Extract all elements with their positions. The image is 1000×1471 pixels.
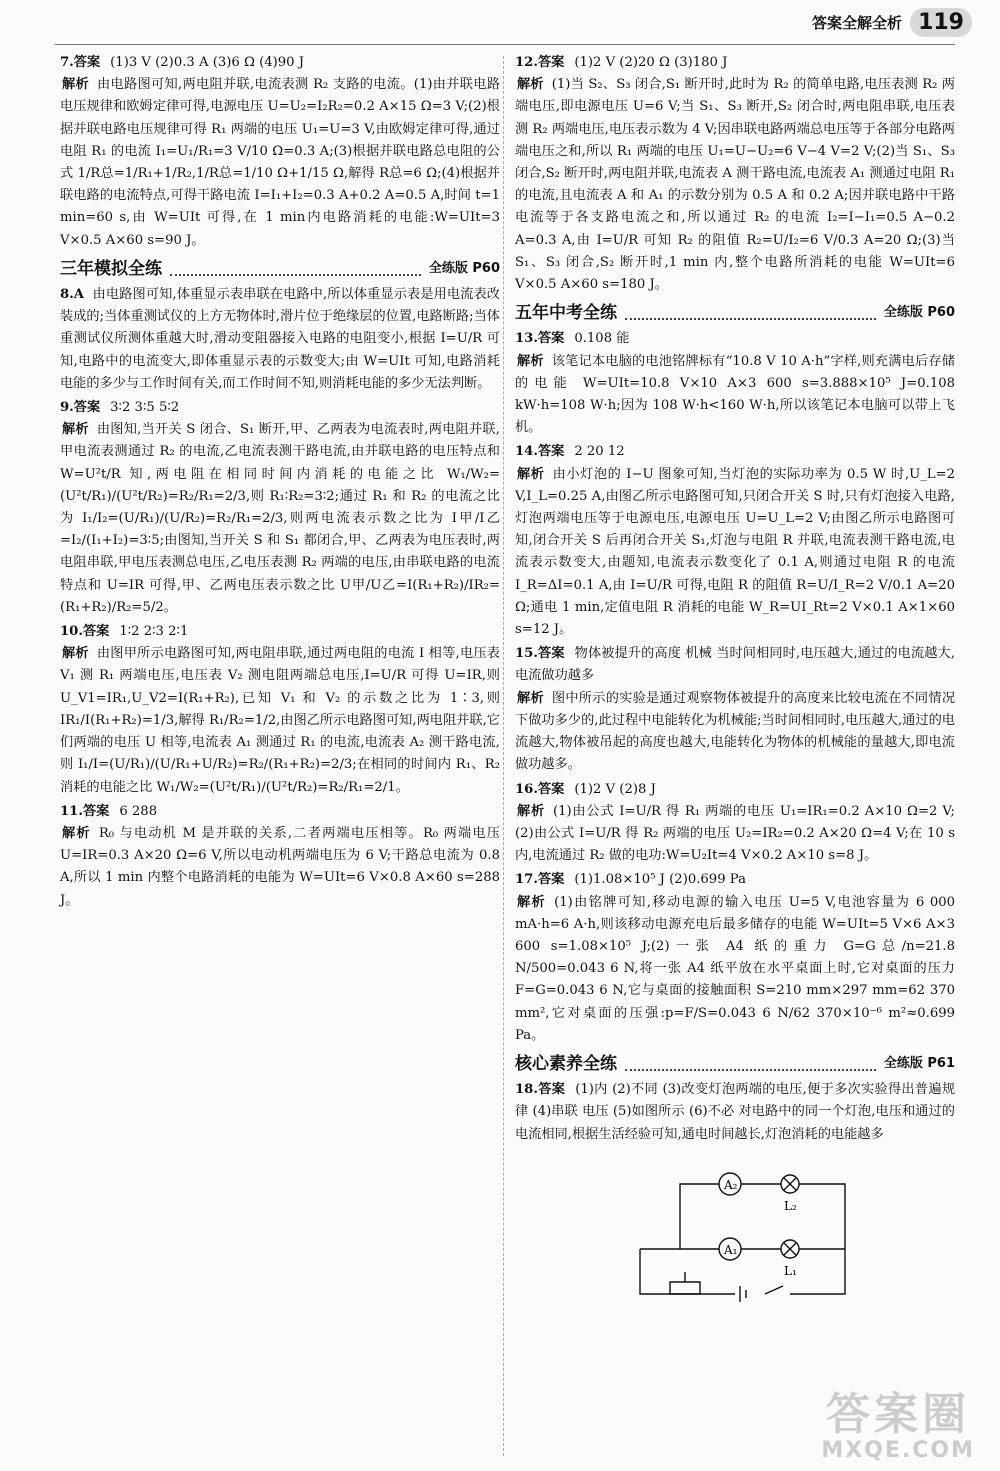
left-column <box>60 52 500 914</box>
q17-answer: (1)1.08×10⁵ J (2)0.699 Pa <box>574 872 746 888</box>
page-header <box>812 8 972 37</box>
circuit-rheostat <box>670 1272 700 1294</box>
q8-analysis: 由电路图可知,体重显示表串联在电路中,所以体重显示表是用电流表改装成的;当体重测试仪的上方无物体时,滑片位于绝缘层的位置,电路断路;当体重测试仪所测体重越大时,滑动变阻器接入电路的电阻变小,根据 I=U/R 可知,电路中的电流变大,即体重显示表的示数变大;由 W=UIt 可知,电路消耗电能的多少与工作时间有关,而工作时间不知,则消耗电能的多少无法判断。 <box>60 287 500 391</box>
watermark-logo: 答案圈 <box>826 1389 971 1440</box>
q14-analysis-label: 解析 <box>517 466 545 482</box>
switch-icon <box>765 1286 783 1294</box>
q17-analysis: (1)由铭牌可知,移动电源的输入电压 U=5 V,电池容量为 6 000 mA·h=6 A·h,则该移动电源充电后最多储存的电能 W=UIt=5 V×6 A×3 600 s=1.08×10⁵ J;(2)一张 A4 纸的重力 G=G总/n=21.8 N/500=0.043 6 N,将一张 A4 纸平放在水平桌面上时,它对桌面的压力 F=G=0.043 6 N,它与桌面的接触面积 S=210 mm×297 mm=62 370 mm²,它对桌面的压强:p=F/S=0.043 6 N/62 370×10⁻⁶ m²≈0.699 Pa。 <box>515 894 956 1043</box>
q15-analysis: 图中所示的实验是通过观察物体被提升的高度来比较电流在不同情况下做功多少的,此过程中电能转化为机械能;当时间相同时,电压越大,通过的电流越大,物体被吊起的高度也越大,电能转化为物体的机械能的量越大,即电流做功越多。 <box>515 690 956 773</box>
q13-analysis: 该笔记本电脑的电池铭牌标有“10.8 V 10 A·h”字样,则充满电后存储的电能 W=UIt=10.8 V×10 A×3 600 s=3.888×10⁵ J=0.108 kW·h=108 W·h;因为 108 W·h<160 W·h,所以该笔记本电脑可以带上飞机。 <box>515 353 955 436</box>
q7-answer: (1)3 V (2)0.3 A (3)6 Ω (4)90 J <box>110 55 305 70</box>
q12-analysis-label: 解析 <box>517 77 544 93</box>
watermark-url: MXQE.COM <box>821 1438 975 1463</box>
header-rule <box>55 44 955 45</box>
section-title: 三年模拟全练 <box>60 258 162 279</box>
page-number: 119 <box>910 8 972 37</box>
section-core <box>515 1053 955 1075</box>
q15-analysis-label: 解析 <box>517 690 544 706</box>
section-title: 核心素养全练 <box>515 1053 617 1074</box>
q12-analysis: (1)当 S₂、S₃ 闭合,S₁ 断开时,此时为 R₂ 的简单电路,电压表测 R₂ 两端电压,即电源电压 U=6 V;当 S₁、S₃ 断开,S₂ 闭合时,两电阻串联,电压表测 R₂ 两端电压,电压表示数为 4 V;因串联电路两端总电压等于各部分电路两端电压之和,所以 R₁ 两端的电压 U₁=U−U₂=6 V−4 V=2 V;(2)当 S₁、S₃ 闭合,S₂ 断开时,两电阻并联,电流表 A 测干路电流,电流表 A₁ 测通过电阻 R₁ 的电流,且电流表 A 和 A₁ 的示数分别为 0.5 A 和 0.2 A;因并联电路中干路电流等于各支路电流之和,所以通过 R₂ 的电流 I₂=I−I₁=0.5 A−0.2 A=0.3 A,由 I=U/R 可知 R₂ 的阻值 R₂=U/I₂=6 V/0.3 A=20 Ω;(3)当 S₁、S₃ 闭合,S₂ 断开时,1 min 内,整个电路所消耗的电能 W=UIt=6 V×0.5 A×60 s=180 J。 <box>515 77 955 293</box>
column-divider <box>503 56 504 1456</box>
question-11 <box>60 801 500 912</box>
section-ref: 全练版 P61 <box>883 1055 955 1071</box>
q17-answer-label: 答案 <box>537 872 565 888</box>
section-dots <box>625 1057 876 1071</box>
question-15 <box>515 643 955 776</box>
q9-analysis-label: 解析 <box>62 422 89 438</box>
header-title: 答案全解全析 <box>812 14 903 32</box>
q8-number: 8. <box>60 287 74 303</box>
q17-analysis-label: 解析 <box>517 894 547 910</box>
question-10 <box>60 621 500 799</box>
question-8 <box>60 284 500 395</box>
q11-answer-label: 答案 <box>82 803 110 819</box>
l2-label: L₂ <box>784 1198 797 1213</box>
q14-answer: 2 20 12 <box>574 444 625 460</box>
q16-analysis: (1)由公式 I=U/R 得 R₁ 两端的电压 U₁=IR₁=0.2 A×10 Ω=2 V;(2)由公式 I=U/R 得 R₂ 两端的电压 U₂=IR₂=0.2 A×20 Ω=4 V;在 10 s 内,电流通过 R₂ 做的电功:W=U₂It=4 V×0.2 A×10 s=8 J。 <box>515 803 956 864</box>
q14-analysis: 由小灯泡的 I−U 图象可知,当灯泡的实际功率为 0.5 W 时,U_L=2 V,I_L=0.25 A,由图乙所示电路图可知,只闭合开关 S 时,只有灯泡接入电路,灯泡两端电压等于电源电压,电源电压 U=U_L=2 V;由图乙所示电路图可知,闭合开关 S 后再闭合开关 S₁,灯泡与电阻 R 并联,电流表测干路电流,电流表示数变大,由题知,电流表示数变化了 0.1 A,则通过电阻 R 的电流 I_R=ΔI=0.1 A,由 I=U/R 可得,电阻 R 的阻值 R=U/I_R=2 V/0.1 A=20 Ω;通电 1 min,定值电阻 R 消耗的电能 W_R=UI_Rt=2 V×0.1 A×1×60 s=12 J。 <box>515 466 955 638</box>
a2-label: A₂ <box>724 1177 738 1192</box>
q15-number: 15. <box>515 646 538 662</box>
q10-answer-label: 答案 <box>82 624 110 640</box>
question-14 <box>515 441 955 641</box>
q13-answer-label: 答案 <box>537 331 565 347</box>
section-title: 五年中考全练 <box>515 303 617 324</box>
q13-number: 13. <box>515 331 538 347</box>
q16-number: 16. <box>515 781 538 797</box>
section-five-year <box>515 302 955 324</box>
q9-answer-label: 答案 <box>73 400 101 416</box>
question-7 <box>60 52 500 252</box>
q7-answer-label: 答案 <box>73 55 101 70</box>
q9-number: 9. <box>60 400 74 416</box>
q18-answer: (1)内 (2)不同 (3)改变灯泡两端的电压,便于多次实验得出普遍规律 (4)串联 电压 (5)如图所示 (6)不必 对电路中的同一个灯泡,电压和通过的电流相同,根据生活经验可知,通电时间越长,灯泡消耗的电能越多 <box>515 1082 956 1142</box>
q12-answer-label: 答案 <box>537 55 565 70</box>
question-9 <box>60 397 500 619</box>
section-three-year <box>60 258 500 280</box>
section-dots <box>170 262 421 276</box>
l1-label: L₁ <box>784 1263 797 1278</box>
question-12 <box>515 52 955 296</box>
q11-number: 11. <box>60 803 83 819</box>
watermark <box>821 1389 975 1463</box>
battery-icon <box>740 1286 746 1302</box>
q10-answer: 1∶2 2∶3 2∶1 <box>119 624 189 640</box>
q13-answer: 0.108 能 <box>574 331 630 347</box>
q10-number: 10. <box>60 624 83 640</box>
q14-answer-label: 答案 <box>537 444 565 460</box>
q18-answer-label: 答案 <box>537 1082 566 1098</box>
q11-answer: 6 288 <box>119 803 158 819</box>
question-17 <box>515 869 955 1047</box>
section-dots <box>625 306 876 320</box>
q11-analysis-label: 解析 <box>62 825 91 841</box>
q16-answer: (1)2 V (2)8 J <box>574 781 656 797</box>
q9-answer: 3∶2 3∶5 5∶2 <box>110 400 180 416</box>
circuit-wires <box>640 1184 845 1294</box>
q14-number: 14. <box>515 444 538 460</box>
q11-analysis: R₀ 与电动机 M 是并联的关系,二者两端电压相等。R₀ 两端电压 U=IR=0.3 A×20 Ω=6 V,所以电动机两端电压为 6 V;干路总电流为 0.8 A,所以 1 min 内整个电路消耗的电能为 W=UIt=6 V×0.8 A×60 s=288 J。 <box>60 825 500 908</box>
q10-analysis: 由图甲所示电路图可知,两电阻串联,通过两电阻的电流 I 相等,电压表 V₁ 测 R₁ 两端电压,电压表 V₂ 测电阻两端总电压,I=U/R 可得 U=IR,则 U_V1=IR₁,U_V2=I(R₁+R₂),已知 V₁ 和 V₂ 的示数之比为 1∶3,则 IR₁/I(R₁+R₂)=1/3,解得 R₁/R₂=1/2,由图乙所示电路图可知,两电阻并联,它们两端的电压 U 相等,电流表 A₁ 测通过 R₁ 的电流,电流表 A₂ 测干路电流,则 I₁/I=(U/R₁)/(U/R₁+U/R₂)=R₂/(R₁+R₂)=2/3;在相同的时间内 R₁、R₂ 消耗的电能之比 W₁/W₂=(U²t/R₁)/(U²t/R₂)=R₂/R₁=2/1。 <box>60 646 500 795</box>
circuit-diagram <box>630 1154 870 1304</box>
question-16 <box>515 779 955 868</box>
q9-analysis: 由图知,当开关 S 闭合、S₁ 断开,甲、乙两表为电流表时,两电阻并联,甲电流表测通过 R₂ 的电流,乙电流表测干路电流,由并联电路的电压特点和 W=U²t/R 知,两电阻在相同时间内消耗的电能之比 W₁/W₂=(U²t/R₁)/(U²t/R₂)=R₂/R₁=2/3,则 R₁∶R₂=3∶2;通过 R₁ 和 R₂ 的电流之比为 I₁/I₂=(U/R₁)/(U/R₂)=R₂/R₁=2/3,则两电流表示数之比为 I甲/I乙=I₂/(I₁+I₂)=3∶5;由图知,当开关 S 和 S₁ 都闭合,甲、乙两表为电压表时,两电阻串联,甲电压表测总电压,乙电压表测 R₂ 两端的电压,由串联电路的电流特点和 U=IR 可得,甲、乙两电压表示数之比 U甲/U乙=I(R₁+R₂)/IR₂=(R₁+R₂)/R₂=5/2。 <box>60 422 501 615</box>
q15-answer-label: 答案 <box>537 646 565 662</box>
section-ref: 全练版 P60 <box>883 305 955 321</box>
q17-number: 17. <box>515 872 538 888</box>
q7-analysis-label: 解析 <box>62 77 90 93</box>
q7-number: 7. <box>60 55 74 70</box>
a1-label: A₁ <box>724 1242 738 1257</box>
q13-analysis-label: 解析 <box>517 353 544 369</box>
question-13 <box>515 328 955 439</box>
q18-number: 18. <box>515 1082 538 1098</box>
q7-analysis: 由电路图可知,两电阻并联,电流表测 R₂ 支路的电流。(1)由并联电路电压规律和欧姆定律可得,电源电压 U=U₂=I₂R₂=0.2 A×15 Ω=3 V;(2)根据并联电路电压规律可得 R₁ 两端的电压 U₁=U=3 V,由欧姆定律可得,通过电阻 R₁ 的电流 I₁=U₁/R₁=3 V/10 Ω=0.3 A;(3)根据并联电路总电阻的公式 1/R总=1/R₁+1/R₂,1/R总=1/10 Ω+1/15 Ω,解得 R总=6 Ω;(4)根据并联电路的电流特点,可得干路电流 I=I₁+I₂=0.3 A+0.2 A=0.5 A,时间 t=1 min=60 s,由 W=UIt 可得,在 1 min内电路消耗的电能:W=UIt=3 V×0.5 A×60 s=90 J。 <box>60 77 501 248</box>
q8-answer: A <box>73 287 85 303</box>
q12-number: 12. <box>515 55 538 70</box>
question-18 <box>515 1079 955 1146</box>
right-column <box>515 52 955 1312</box>
q16-analysis-label: 解析 <box>517 803 545 819</box>
q12-answer: (1)2 V (2)20 Ω (3)180 J <box>574 55 728 70</box>
q15-answer: 物体被提升的高度 机械 当时间相同时,电压越大,通过的电流越大,电流做功越多 <box>515 646 955 684</box>
q16-answer-label: 答案 <box>537 781 565 797</box>
q10-analysis-label: 解析 <box>62 646 89 662</box>
section-ref: 全练版 P60 <box>428 260 500 276</box>
